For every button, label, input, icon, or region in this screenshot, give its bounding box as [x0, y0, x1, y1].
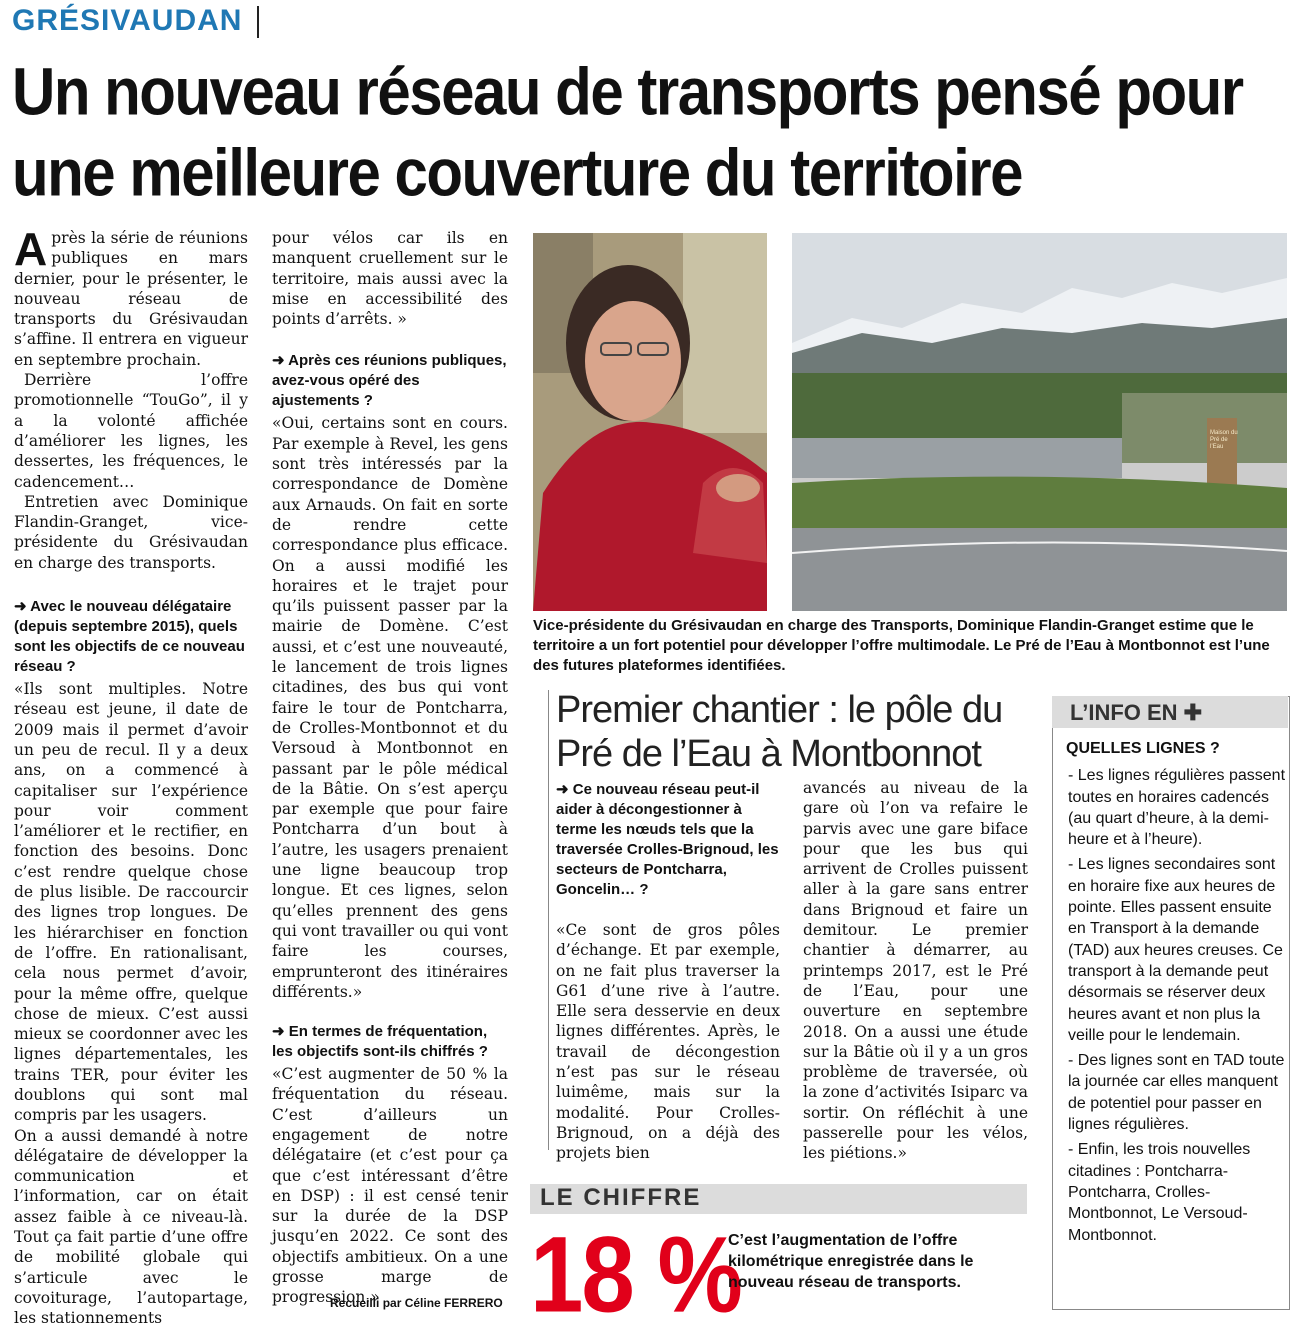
info-item: - Les lignes régulières passent toutes en horaires cadencés (au quart d’heure, à la demi-heure et à l’heure).	[1068, 767, 1286, 849]
article-column-2	[272, 228, 508, 1308]
sub-column-right	[803, 778, 1028, 1164]
info-item: - Les lignes secondaires sont en horaire fixe aux heures de pointe. Elles passent ensuite en Transport à la demande (TAD) aux heures creuses. Ce transport à la demande peut désormais se réserver deux heures avant et non plus la veille pour le lendemain.	[1068, 856, 1283, 1044]
byline: Recueilli par Céline FERRERO	[330, 1296, 503, 1310]
section-kicker: GRÉSIVAUDAN	[12, 4, 243, 37]
sub-answer-left: «Ce sont de gros pôles d’échange. Et par exemple, on ne fait plus traverser la G61 d’une rive à l’autre. Elle sera desservie en deux lignes différentes. Après, le travail de décongestion n’est pas sur le réseau luimême, mais sur la modalité. Pour Crolles-Brignoud, on a déjà des projets bien	[556, 921, 780, 1163]
article-column-1	[14, 223, 248, 1329]
question-3: ➜ En termes de fréquentation, les objectifs sont-ils chiffrés ?	[272, 1023, 488, 1061]
landscape-photo	[792, 233, 1287, 611]
landscape-illustration	[792, 233, 1287, 611]
sub-article-title: Premier chantier : le pôle du Pré de l’Eau à Montbonnot	[556, 689, 1003, 775]
portrait-illustration	[533, 233, 767, 611]
answer-1: «Ils sont multiples. Notre réseau est jeune, il date de 2009 mais il permet d’avoir un peu de recul. Il y a deux ans, on a commencé à capitaliser sur l’expérience pour voir comment l’améliorer et le rectifier, en fonction des besoins. Donc c’est rendre quelque chose de plus lisible. De raccourcir des lignes trop longues. De les hiérarchiser en fonction de l’offre. En rationalisant, cela nous permet d’avoir, pour la même offre, quelque chose de mieux. C’est aussi mieux se coordonner avec les lignes départementales, les trains TER, pour éviter les doublons qui sont mal compris par les usagers.	[14, 680, 248, 1125]
interview-intro: Entretien avec Dominique Flandin-Granget, vice-présidente du Grésivaudan en charge des transports.	[14, 492, 248, 572]
lead-paragraph: Après la série de réunions publiques en mars dernier, pour le présenter, le nouveau réseau de transports du Grésivaudan s’affine. Il entrera en vigueur en septembre prochain.	[14, 223, 248, 369]
answer-1-continued: On a aussi demandé à notre délégataire de développer la communication et l’information, car on était assez faible à ce niveau-là. Tout ça fait partie d’une offre de mobilité globale qui s’articule avec le covoiturage, l’autopartage, les stationnements	[14, 1126, 248, 1328]
kicker-divider	[257, 6, 259, 38]
sub-question: ➜ Ce nouveau réseau peut-il aider à décongestionner à terme les nœuds tels que la traversée Crolles-Brignoud, les secteurs de Pontcharra, Goncelin… ?	[556, 781, 779, 898]
chiffre-value: 18 %	[530, 1215, 741, 1335]
info-question: QUELLES LIGNES ?	[1066, 740, 1220, 757]
portrait-photo	[533, 233, 767, 611]
sub-article-rule	[548, 690, 549, 1150]
drop-cap: A	[14, 223, 48, 275]
question-1: ➜ Avec le nouveau délégataire (depuis septembre 2015), quels sont les objectifs de ce nouveau réseau ?	[14, 598, 245, 676]
sub-answer-right: avancés au niveau de la gare où l’on va refaire le parvis avec une gare biface pour que les bus qui arrivent de Crolles puissent aller à la gare sans entrer dans Brignoud et faire un demitour. Le premier chantier à démarrer, au printemps 2017, est le Pré de l’Eau, pour une ouverture en septembre 2018. On a aussi une étude sur la Bâtie où il y a un gros problème de traversée, où la zone d’activités Isiparc va sortir. On réfléchit à une passerelle pour les vélos, les piétions.»	[803, 779, 1028, 1163]
answer-2: «Oui, certains sont en cours. Par exemple à Revel, les gens sont très intéressés par la correspondance de Domène aux Arnauds. On fait en sorte de rendre cette correspondance plus efficace. On a aussi modifié les horaires et le trajet pour qu’ils puissent passer par la mairie de Domène. C’est aussi, et c’est une nouveauté, le lancement de trois lignes citadines, des bus qui vont faire le tour de Pontcharra, de Crolles-Montbonnot et du Versoud à Montbonnot en passant par le pôle médical de la Bâtie. On s’est aperçu par exemple que pour faire Pontcharra d’un bout à l’autre, les usagers prenaient une ligne beaucoup trop longue. Et ces lignes, selon qu’elles prennent des gens qui vont travailler ou qui vont faire les courses, emprunteront des itinéraires différents.»	[272, 414, 508, 1001]
chiffre-label: LE CHIFFRE	[540, 1184, 702, 1211]
answer-1-end: pour vélos car ils en manquent cruellement sur le territoire, mais aussi avec la mise en accessibilité des points d’arrêts. »	[272, 229, 508, 329]
chiffre-description: C’est l’augmentation de l’offre kilométrique enregistrée dans le nouveau réseau de transports.	[728, 1232, 974, 1291]
photo-sign-text: Maison du Pré de l’Eau	[1210, 430, 1238, 450]
info-item: - Des lignes sont en TAD toute la journée car elles manquent de potentiel pour passer en lignes régulières.	[1068, 1052, 1285, 1134]
info-box-title: L’INFO EN ✚	[1070, 700, 1203, 725]
info-item: - Enfin, les trois nouvelles citadines : Pontcharra-Pontcharra, Crolles-Montbonnot, Le Versoud-Montbonnot.	[1068, 1141, 1251, 1244]
page-headline: Un nouveau réseau de transports pensé pour une meilleure couverture du territoire	[12, 54, 1243, 210]
info-box-body	[1066, 738, 1288, 1250]
intro-paragraph: Derrière l’offre promotionnelle “TouGo”, il y a la volonté affichée d’améliorer les lignes, les dessertes, les fréquences, le cadencement…	[14, 371, 248, 491]
photo-caption: Vice-présidente du Grésivaudan en charge des Transports, Dominique Flandin-Granget estime que le territoire a un fort potentiel pour développer l’offre multimodale. Le Pré de l’Eau à Montbonnot est l’une des futures plateformes identifiées.	[533, 617, 1270, 674]
sub-column-left	[556, 780, 780, 1164]
question-2: ➜ Après ces réunions publiques, avez-vous opéré des ajustements ?	[272, 352, 507, 410]
answer-3: «C’est augmenter de 50 % la fréquentation du réseau. C’est d’ailleurs un engagement de notre délégataire (et c’est pour ça que c’est intéressant d’être en DSP) : il est censé tenir sur la durée de la DSP jusqu’en 2022. Ce sont des objectifs ambitieux. On a une grosse marge de progression.»	[272, 1065, 508, 1307]
